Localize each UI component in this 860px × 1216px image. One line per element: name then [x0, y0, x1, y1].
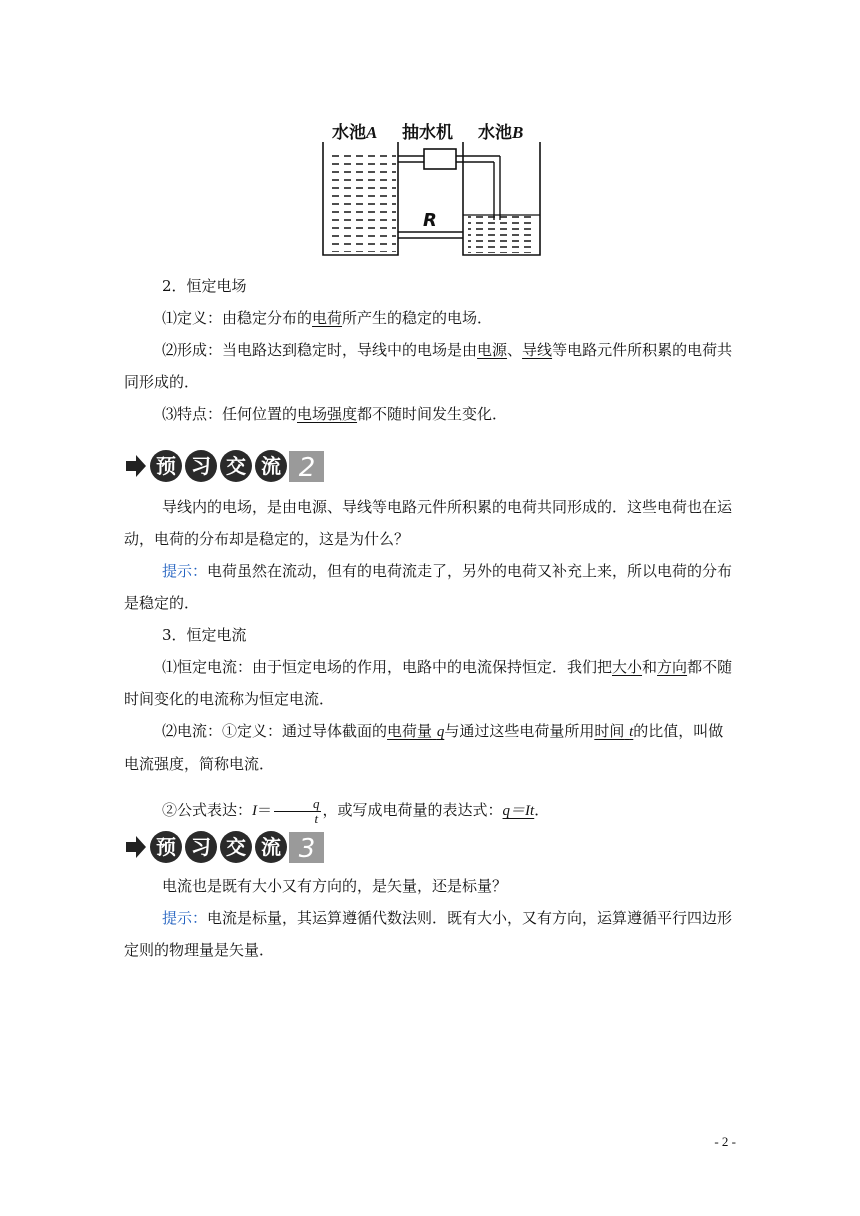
banner-2-number: 2 — [298, 453, 316, 483]
water-pump-diagram — [318, 112, 548, 262]
banner-3-char-1: 预 — [156, 835, 176, 859]
banner-2-char-1: 预 — [156, 454, 176, 478]
tank-a-label: 水池A — [332, 123, 378, 143]
exchange-2-question: 导线内的电场，是由电源、导线等电路元件所积累的电荷共同形成的．这些电荷也在运动，电荷的分布却是稳定的，这是为什么？ — [124, 498, 733, 548]
banner-3-char-3: 交 — [226, 835, 246, 859]
banner-2-char-2: 习 — [191, 454, 211, 478]
banner-3-char-2: 习 — [191, 835, 211, 859]
diagram-drawing — [318, 112, 548, 262]
fraction-q-over-t: $\frac{q}{t}$ — [274, 797, 321, 826]
tank-b — [463, 142, 540, 255]
hint-label: 提示： — [162, 562, 208, 580]
section-3-formula: ②公式表达：I＝ $\frac{q}{t}$ ，或写成电荷量的表达式：q＝It． — [162, 795, 550, 826]
section-2-feature: ⑶特点：任何位置的电场强度都不随时间发生变化． — [162, 405, 508, 423]
section-3-constant-current: ⑴恒定电流：由于恒定电场的作用，电路中的电流保持恒定．我们把大小和方向都不随时间变化的电流称为恒定电流． — [124, 658, 733, 708]
section-3-heading: 3．恒定电流 — [162, 626, 247, 644]
hint-label: 提示： — [162, 909, 208, 927]
banner-3-number: 3 — [298, 834, 316, 864]
section-3-current-definition: ⑵电流：①定义：通过导体截面的电荷量 q与通过这些电荷量所用时间 t的比值，叫做电流强度，简称电流． — [124, 722, 724, 773]
section-2-formation: ⑵形成：当电路达到稳定时，导线中的电场是由电源、导线等电路元件所积累的电荷共同形成的． — [124, 341, 733, 391]
exchange-2-hint: 提示：电荷虽然在流动，但有的电荷流走了，另外的电荷又补充上来，所以电荷的分布是稳定的． — [124, 562, 733, 612]
resistor-pipe — [398, 232, 463, 238]
tank-b-label: 水池B — [478, 123, 524, 143]
banner-3-char-4: 流 — [261, 835, 281, 859]
pump-pipe — [398, 149, 500, 220]
section-2-definition: ⑴定义：由稳定分布的电荷所产生的稳定的电场． — [162, 309, 493, 327]
preview-exchange-banner-2 — [124, 449, 324, 483]
page-number: - 2 - — [714, 1134, 736, 1149]
exchange-3-hint: 提示：电流是标量，其运算遵循代数法则．既有大小，又有方向，运算遵循平行四边形定则的物理量是矢量． — [124, 909, 733, 959]
section-2-heading: 2．恒定电场 — [162, 277, 247, 295]
banner-2-char-4: 流 — [261, 454, 281, 478]
exchange-3-question: 电流也是既有大小又有方向的，是矢量，还是标量？ — [162, 877, 508, 895]
preview-exchange-banner-3 — [124, 830, 324, 864]
pump-box — [424, 149, 456, 169]
banner-2-char-3: 交 — [226, 454, 246, 478]
resistor-label: R — [423, 210, 437, 231]
pump-label: 抽水机 — [402, 123, 453, 143]
tank-a — [323, 142, 398, 255]
